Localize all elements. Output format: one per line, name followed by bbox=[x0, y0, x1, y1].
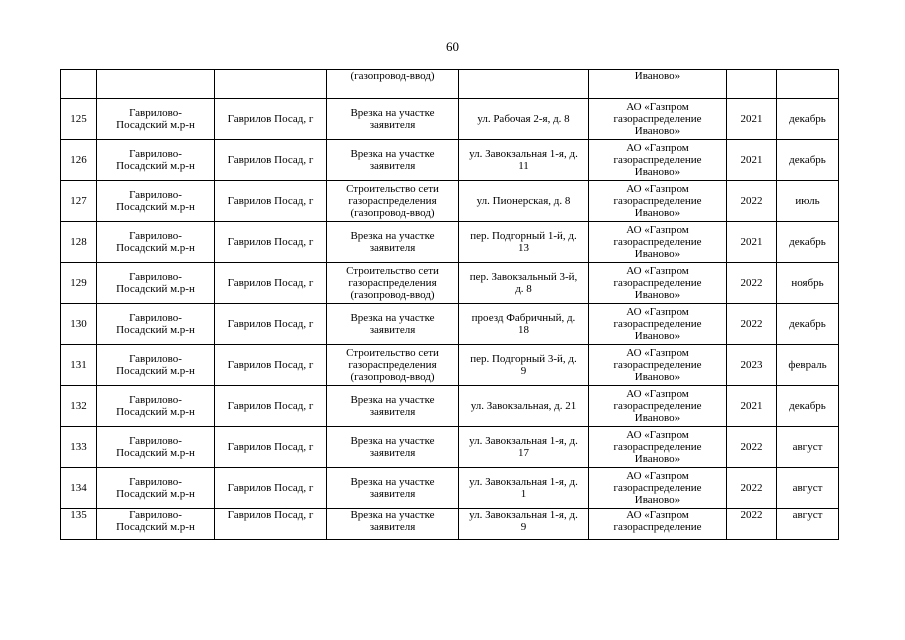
cell-month bbox=[777, 140, 839, 181]
cell-num-text: 132 bbox=[70, 400, 87, 412]
cell-address bbox=[459, 427, 589, 468]
cell-year-text: 2022 bbox=[740, 277, 763, 289]
cell-organization bbox=[589, 222, 727, 263]
cell-work-type-text: Строительство сети газораспределения (газопровод-ввод) bbox=[346, 183, 439, 219]
cell-district bbox=[97, 181, 215, 222]
cell-district-text: Гаврилово- Посадский м.р-н bbox=[116, 189, 195, 213]
cell-num-text: 129 bbox=[70, 277, 87, 289]
cell-month-text: август bbox=[792, 509, 823, 521]
cell-organization-text: АО «Газпром газораспределение Иваново» bbox=[613, 347, 702, 383]
cell-district-text: Гаврилово- Посадский м.р-н bbox=[116, 509, 195, 533]
cell-organization-text: АО «Газпром газораспределение Иваново» bbox=[613, 224, 702, 260]
cell-month-text: ноябрь bbox=[791, 277, 824, 289]
cell-work-type-text: Врезка на участке заявителя bbox=[350, 312, 435, 336]
cell-num bbox=[61, 468, 97, 509]
cell-year bbox=[727, 427, 777, 468]
cell-year-text: 2022 bbox=[740, 195, 763, 207]
cell-work-type bbox=[327, 99, 459, 140]
cell-year-text: 2022 bbox=[740, 441, 763, 453]
table-row bbox=[61, 181, 839, 222]
cell-organization bbox=[589, 263, 727, 304]
cell-district-text: Гаврилово- Посадский м.р-н bbox=[116, 230, 195, 254]
cell-organization bbox=[589, 386, 727, 427]
cell-locality bbox=[215, 304, 327, 345]
cell-locality-text: Гаврилов Посад, г bbox=[227, 400, 314, 412]
cell-num bbox=[61, 140, 97, 181]
cell-month-text: декабрь bbox=[789, 318, 826, 330]
cell-work-type-text: Врезка на участке заявителя bbox=[350, 394, 435, 418]
cell-organization bbox=[589, 304, 727, 345]
cell-num bbox=[61, 427, 97, 468]
cell-year-text: 2021 bbox=[740, 154, 763, 166]
table-row bbox=[61, 222, 839, 263]
cell-district bbox=[97, 345, 215, 386]
cell-locality bbox=[215, 222, 327, 263]
continuation-work-type: (газопровод-ввод) bbox=[350, 70, 435, 82]
cell-work-type-text: Строительство сети газораспределения (газопровод-ввод) bbox=[346, 347, 439, 383]
cell-work-type bbox=[327, 263, 459, 304]
cell-district bbox=[97, 70, 215, 99]
cell-address bbox=[459, 263, 589, 304]
cell-month bbox=[777, 345, 839, 386]
page-number: 60 bbox=[446, 39, 459, 54]
cell-locality bbox=[215, 140, 327, 181]
cell-organization-text: АО «Газпром газораспределение Иваново» bbox=[613, 306, 702, 342]
cell-work-type bbox=[327, 345, 459, 386]
table-row bbox=[61, 304, 839, 345]
cell-num bbox=[61, 70, 97, 99]
cell-locality-text: Гаврилов Посад, г bbox=[227, 441, 314, 453]
cell-num-text: 133 bbox=[70, 441, 87, 453]
cell-month bbox=[777, 427, 839, 468]
cell-locality-text: Гаврилов Посад, г bbox=[227, 482, 314, 494]
cell-address-text: ул. Завокзальная 1-я, д. 9 bbox=[469, 509, 578, 533]
cell-num bbox=[61, 99, 97, 140]
cell-locality-text: Гаврилов Посад, г bbox=[227, 236, 314, 248]
cell-address-text: пер. Завокзальный 3-й, д. 8 bbox=[469, 271, 578, 295]
cell-district bbox=[97, 263, 215, 304]
cell-work-type-text: Врезка на участке заявителя bbox=[350, 476, 435, 500]
cell-organization-text: АО «Газпром газораспределение Иваново» bbox=[613, 101, 702, 137]
cell-month-text: декабрь bbox=[789, 400, 826, 412]
gas-works-table bbox=[60, 69, 839, 540]
cell-work-type bbox=[327, 222, 459, 263]
cell-district bbox=[97, 468, 215, 509]
cell-district-text: Гаврилово- Посадский м.р-н bbox=[116, 107, 195, 131]
cell-locality-text: Гаврилов Посад, г bbox=[227, 113, 314, 125]
table-row bbox=[61, 509, 839, 540]
cell-address bbox=[459, 386, 589, 427]
cell-locality-text: Гаврилов Посад, г bbox=[227, 318, 314, 330]
table-row bbox=[61, 263, 839, 304]
cell-month bbox=[777, 181, 839, 222]
cell-locality-text: Гаврилов Посад, г bbox=[227, 509, 314, 521]
cell-organization bbox=[589, 427, 727, 468]
cell-year bbox=[727, 99, 777, 140]
cell-address bbox=[459, 140, 589, 181]
cell-address-text: ул. Завокзальная 1-я, д. 17 bbox=[469, 435, 578, 459]
cell-locality bbox=[215, 99, 327, 140]
cell-organization-text: АО «Газпром газораспределение Иваново» bbox=[613, 388, 702, 424]
cell-month bbox=[777, 222, 839, 263]
cell-organization-text: АО «Газпром газораспределение Иваново» bbox=[613, 183, 702, 219]
cell-district bbox=[97, 99, 215, 140]
cell-address-text: ул. Завокзальная, д. 21 bbox=[470, 400, 577, 412]
cell-year bbox=[727, 345, 777, 386]
continuation-organization: Иваново» bbox=[634, 70, 681, 82]
cell-address bbox=[459, 70, 589, 99]
cell-month bbox=[777, 386, 839, 427]
cell-organization-text: АО «Газпром газораспределение Иваново» bbox=[613, 142, 702, 178]
cell-locality-text: Гаврилов Посад, г bbox=[227, 154, 314, 166]
cell-month bbox=[777, 99, 839, 140]
cell-address-text: проезд Фабричный, д. 18 bbox=[471, 312, 576, 336]
cell-num bbox=[61, 345, 97, 386]
cell-year bbox=[727, 222, 777, 263]
cell-district-text: Гаврилово- Посадский м.р-н bbox=[116, 148, 195, 172]
cell-month bbox=[777, 509, 839, 540]
cell-organization bbox=[589, 468, 727, 509]
cell-num-text: 125 bbox=[70, 113, 87, 125]
cell-num bbox=[61, 304, 97, 345]
cell-district bbox=[97, 427, 215, 468]
cell-address bbox=[459, 99, 589, 140]
cell-organization-text: АО «Газпром газораспределение Иваново» bbox=[613, 470, 702, 506]
cell-month bbox=[777, 263, 839, 304]
cell-month-text: август bbox=[792, 482, 823, 494]
cell-district bbox=[97, 222, 215, 263]
cell-month-text: июль bbox=[795, 195, 820, 207]
cell-month-text: август bbox=[792, 441, 823, 453]
cell-locality bbox=[215, 345, 327, 386]
table-row bbox=[61, 99, 839, 140]
cell-work-type bbox=[327, 427, 459, 468]
cell-year-text: 2022 bbox=[740, 318, 763, 330]
cell-locality bbox=[215, 181, 327, 222]
cell-work-type-text: Врезка на участке заявителя bbox=[350, 230, 435, 254]
cell-organization bbox=[589, 345, 727, 386]
cell-month bbox=[777, 468, 839, 509]
table-row bbox=[61, 386, 839, 427]
cell-work-type bbox=[327, 304, 459, 345]
cell-address bbox=[459, 509, 589, 540]
cell-num-text: 134 bbox=[70, 482, 87, 494]
cell-work-type bbox=[327, 468, 459, 509]
cell-work-type bbox=[327, 140, 459, 181]
cell-num-text: 127 bbox=[70, 195, 87, 207]
table-row bbox=[61, 468, 839, 509]
cell-organization bbox=[589, 70, 727, 99]
cell-district-text: Гаврилово- Посадский м.р-н bbox=[116, 394, 195, 418]
cell-district-text: Гаврилово- Посадский м.р-н bbox=[116, 353, 195, 377]
continuation-row bbox=[61, 70, 839, 99]
cell-month-text: февраль bbox=[788, 359, 827, 371]
cell-locality-text: Гаврилов Посад, г bbox=[227, 359, 314, 371]
cell-organization bbox=[589, 140, 727, 181]
cell-num bbox=[61, 222, 97, 263]
cell-num bbox=[61, 509, 97, 540]
cell-address-text: пер. Подгорный 3-й, д. 9 bbox=[470, 353, 577, 377]
cell-num bbox=[61, 386, 97, 427]
cell-locality-text: Гаврилов Посад, г bbox=[227, 195, 314, 207]
cell-work-type bbox=[327, 509, 459, 540]
cell-num-text: 131 bbox=[70, 359, 87, 371]
cell-address bbox=[459, 181, 589, 222]
cell-address bbox=[459, 345, 589, 386]
cell-work-type bbox=[327, 386, 459, 427]
cell-district-text: Гаврилово- Посадский м.р-н bbox=[116, 312, 195, 336]
cell-work-type-text: Врезка на участке заявителя bbox=[350, 107, 435, 131]
cell-organization bbox=[589, 99, 727, 140]
cell-year-text: 2022 bbox=[740, 482, 763, 494]
cell-year bbox=[727, 263, 777, 304]
cell-num bbox=[61, 263, 97, 304]
table-row bbox=[61, 427, 839, 468]
cell-organization-text: АО «Газпром газораспределение Иваново» bbox=[613, 265, 702, 301]
cell-num-text: 128 bbox=[70, 236, 87, 248]
cell-year bbox=[727, 509, 777, 540]
cell-year bbox=[727, 386, 777, 427]
cell-num-text: 130 bbox=[70, 318, 87, 330]
cell-district bbox=[97, 509, 215, 540]
cell-address bbox=[459, 468, 589, 509]
cell-year bbox=[727, 468, 777, 509]
cell-work-type-text: Строительство сети газораспределения (газопровод-ввод) bbox=[346, 265, 439, 301]
cell-address bbox=[459, 222, 589, 263]
cell-work-type-text: Врезка на участке заявителя bbox=[350, 148, 435, 172]
cell-year-text: 2021 bbox=[740, 113, 763, 125]
cell-year-text: 2021 bbox=[740, 400, 763, 412]
cell-address bbox=[459, 304, 589, 345]
cell-organization bbox=[589, 509, 727, 540]
cell-num-text: 135 bbox=[70, 509, 87, 521]
cell-district-text: Гаврилово- Посадский м.р-н bbox=[116, 476, 195, 500]
cell-year bbox=[727, 70, 777, 99]
cell-year bbox=[727, 181, 777, 222]
cell-month-text: декабрь bbox=[789, 154, 826, 166]
cell-work-type bbox=[327, 181, 459, 222]
cell-year-text: 2023 bbox=[740, 359, 763, 371]
cell-locality bbox=[215, 427, 327, 468]
cell-address-text: ул. Завокзальная 1-я, д. 1 bbox=[469, 476, 578, 500]
cell-district-text: Гаврилово- Посадский м.р-н bbox=[116, 435, 195, 459]
cell-organization-text: АО «Газпром газораспределение bbox=[613, 509, 702, 533]
cell-month-text: декабрь bbox=[789, 236, 826, 248]
cell-num-text: 126 bbox=[70, 154, 87, 166]
cell-locality-text: Гаврилов Посад, г bbox=[227, 277, 314, 289]
cell-year bbox=[727, 140, 777, 181]
cell-month bbox=[777, 304, 839, 345]
cell-district bbox=[97, 386, 215, 427]
cell-address-text: ул. Пионерская, д. 8 bbox=[476, 195, 571, 207]
cell-district-text: Гаврилово- Посадский м.р-н bbox=[116, 271, 195, 295]
cell-work-type-text: Врезка на участке заявителя bbox=[350, 435, 435, 459]
cell-work-type bbox=[327, 70, 459, 99]
cell-year-text: 2022 bbox=[740, 509, 763, 521]
cell-work-type-text: Врезка на участке заявителя bbox=[350, 509, 435, 533]
cell-district bbox=[97, 140, 215, 181]
cell-month-text: декабрь bbox=[789, 113, 826, 125]
cell-organization-text: АО «Газпром газораспределение Иваново» bbox=[613, 429, 702, 465]
cell-organization bbox=[589, 181, 727, 222]
cell-address-text: ул. Завокзальная 1-я, д. 11 bbox=[469, 148, 578, 172]
table-row bbox=[61, 140, 839, 181]
cell-locality bbox=[215, 509, 327, 540]
cell-locality bbox=[215, 70, 327, 99]
cell-address-text: пер. Подгорный 1-й, д. 13 bbox=[470, 230, 577, 254]
table-row bbox=[61, 345, 839, 386]
cell-year bbox=[727, 304, 777, 345]
cell-locality bbox=[215, 468, 327, 509]
cell-month bbox=[777, 70, 839, 99]
cell-year-text: 2021 bbox=[740, 236, 763, 248]
cell-locality bbox=[215, 263, 327, 304]
cell-address-text: ул. Рабочая 2-я, д. 8 bbox=[477, 113, 570, 125]
cell-district bbox=[97, 304, 215, 345]
cell-locality bbox=[215, 386, 327, 427]
cell-num bbox=[61, 181, 97, 222]
